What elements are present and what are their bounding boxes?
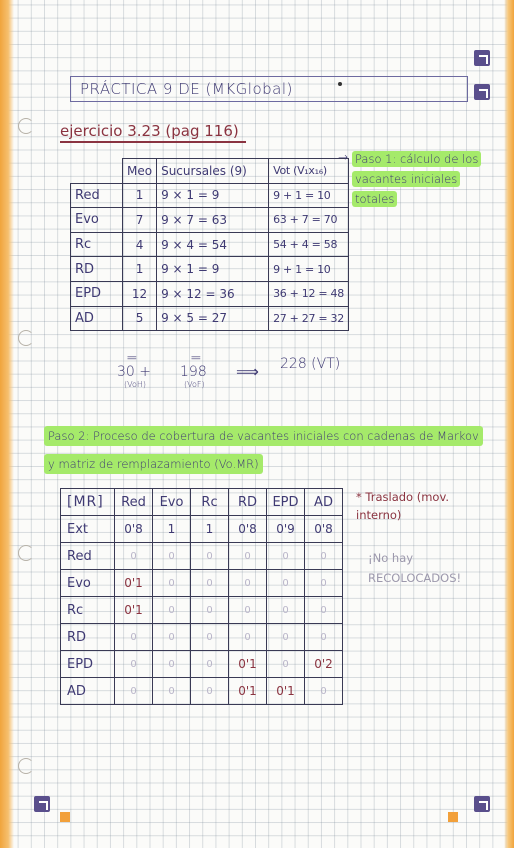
table-cell: 27 + 27 = 32 [269, 306, 349, 331]
voh-label: (VoH) [124, 380, 147, 389]
corner-logo-icon [34, 796, 50, 812]
matrix-cell: 0 [305, 678, 343, 705]
matrix-corner-label: [MR] [61, 489, 115, 516]
orange-mark [448, 812, 458, 822]
matrix-cell: 0 [153, 678, 191, 705]
matrix-cell: 0 [305, 624, 343, 651]
table-row [71, 281, 349, 306]
binder-hole [18, 545, 34, 561]
matrix-header-cell: AD [305, 489, 343, 516]
exercise-heading: ejercicio 3.23 (pag 116) [60, 122, 239, 140]
matrix-cell: 0 [229, 624, 267, 651]
matrix-row [61, 678, 343, 705]
matrix-header-row [61, 489, 343, 516]
matrix-header-cell: RD [229, 489, 267, 516]
page-right-edge [504, 0, 514, 848]
matrix-row [61, 651, 343, 678]
matrix-cell: 0 [191, 570, 229, 597]
matrix-cell: 0'1 [115, 597, 153, 624]
matrix-cell: 0 [115, 543, 153, 570]
matrix-cell: 0'1 [229, 678, 267, 705]
matrix-row-label: EPD [61, 651, 115, 678]
row-label: Evo [71, 208, 123, 233]
binder-hole [18, 118, 34, 134]
table-cell: 9 × 7 = 63 [157, 208, 269, 233]
matrix-cell: 0 [267, 543, 305, 570]
table-cell: 9 + 1 = 10 [269, 183, 349, 208]
ink-dot [338, 82, 342, 86]
matrix-cell: 0'2 [305, 651, 343, 678]
markov-matrix [60, 488, 343, 705]
matrix-cell: 1 [191, 516, 229, 543]
matrix-row [61, 570, 343, 597]
corner-logo-icon [474, 50, 490, 66]
matrix-cell: 0 [153, 570, 191, 597]
table-cell: 1 [123, 183, 157, 208]
vacancy-table [70, 158, 349, 331]
matrix-cell: 0 [305, 543, 343, 570]
matrix-cell: 0'1 [115, 570, 153, 597]
paso2-heading [44, 422, 482, 478]
matrix-cell: 0 [191, 651, 229, 678]
paso1-note [352, 149, 488, 209]
table-row [71, 232, 349, 257]
arrow-icon: → [338, 150, 349, 164]
matrix-cell: 0 [191, 543, 229, 570]
exercise-underline [60, 141, 246, 143]
row-label: RD [71, 257, 123, 282]
row-label: Rc [71, 232, 123, 257]
table-corner [71, 159, 123, 184]
vt-total: 228 (VT) [280, 356, 341, 372]
matrix-cell: 0 [191, 678, 229, 705]
matrix-cell: 0 [153, 651, 191, 678]
matrix-cell: 0 [229, 543, 267, 570]
matrix-cell: 0'9 [267, 516, 305, 543]
table-cell: 5 [123, 306, 157, 331]
row-label: EPD [71, 281, 123, 306]
paso2-text: Paso 2: Proceso de cobertura de vacantes iniciales con cadenas de Markov y matriz de remplazamiento (Vo.MR) [44, 426, 483, 474]
matrix-row [61, 624, 343, 651]
corner-logo-icon [474, 796, 490, 812]
matrix-cell: 0 [305, 570, 343, 597]
table-cell: 9 × 1 = 9 [157, 183, 269, 208]
traslado-note: * Traslado (mov. interno) [356, 490, 450, 522]
voh-total: 30 + [117, 364, 151, 380]
implies-arrow-icon: ⟹ [236, 362, 259, 381]
matrix-row-label: Ext [61, 516, 115, 543]
matrix-row [61, 516, 343, 543]
table-cell: 7 [123, 208, 157, 233]
page-left-edge [0, 0, 14, 848]
binder-hole [18, 330, 34, 346]
matrix-cell: 0 [153, 543, 191, 570]
matrix-row [61, 597, 343, 624]
matrix-row-label: Rc [61, 597, 115, 624]
table-cell: 54 + 4 = 58 [269, 232, 349, 257]
matrix-cell: 0 [191, 624, 229, 651]
table-row [71, 257, 349, 282]
matrix-cell: 0 [191, 597, 229, 624]
page-title: PRÁCTICA 9 DE (MKGlobal) [80, 80, 293, 98]
matrix-row-label: RD [61, 624, 115, 651]
table-row [71, 208, 349, 233]
table-cell: 1 [123, 257, 157, 282]
matrix-cell: 0 [115, 624, 153, 651]
matrix-cell: 0 [305, 597, 343, 624]
sum-bar: = [190, 350, 202, 366]
matrix-cell: 0'8 [229, 516, 267, 543]
matrix-cell: 0 [153, 597, 191, 624]
table-header-cell: Sucursales (9) [157, 159, 269, 184]
orange-mark [60, 812, 70, 822]
binder-hole [18, 758, 34, 774]
table-header-cell: Meo [123, 159, 157, 184]
sum-bar: = [126, 350, 138, 366]
table-row [71, 183, 349, 208]
matrix-cell: 0 [229, 597, 267, 624]
table-cell: 12 [123, 281, 157, 306]
matrix-header-cell: Rc [191, 489, 229, 516]
matrix-row [61, 543, 343, 570]
matrix-cell: 0'8 [305, 516, 343, 543]
table-cell: 63 + 7 = 70 [269, 208, 349, 233]
matrix-cell: 0 [267, 597, 305, 624]
matrix-row-label: Evo [61, 570, 115, 597]
row-label: Red [71, 183, 123, 208]
table-cell: 36 + 12 = 48 [269, 281, 349, 306]
vof-label: (VoF) [184, 380, 205, 389]
matrix-cell: 0 [115, 651, 153, 678]
matrix-cell: 0 [267, 570, 305, 597]
table-cell: 4 [123, 232, 157, 257]
matrix-row-label: Red [61, 543, 115, 570]
matrix-cell: 0 [115, 678, 153, 705]
table-row [71, 306, 349, 331]
matrix-cell: 0 [267, 624, 305, 651]
matrix-header-cell: EPD [267, 489, 305, 516]
paso1-text: Paso 1: cálculo de los vacantes iniciales totales [352, 151, 481, 207]
table-header-row [71, 159, 349, 184]
matrix-header-cell: Red [115, 489, 153, 516]
matrix-header-cell: Evo [153, 489, 191, 516]
matrix-cell: 0 [153, 624, 191, 651]
matrix-cell: 1 [153, 516, 191, 543]
no-relocated-note: ¡No hay RECOLOCADOS! [368, 551, 462, 585]
table-cell: 9 × 5 = 27 [157, 306, 269, 331]
table-header-cell: Vot (V₁x₁₆) [269, 159, 349, 184]
corner-logo-icon [474, 84, 490, 100]
matrix-cell: 0 [229, 570, 267, 597]
matrix-cell: 0'8 [115, 516, 153, 543]
matrix-cell: 0'1 [267, 678, 305, 705]
matrix-row-label: AD [61, 678, 115, 705]
table-cell: 9 + 1 = 10 [269, 257, 349, 282]
table-cell: 9 × 4 = 54 [157, 232, 269, 257]
row-label: AD [71, 306, 123, 331]
table-cell: 9 × 1 = 9 [157, 257, 269, 282]
matrix-cell: 0'1 [229, 651, 267, 678]
table-cell: 9 × 12 = 36 [157, 281, 269, 306]
vof-total: 198 [180, 364, 207, 380]
matrix-cell: 0 [267, 651, 305, 678]
